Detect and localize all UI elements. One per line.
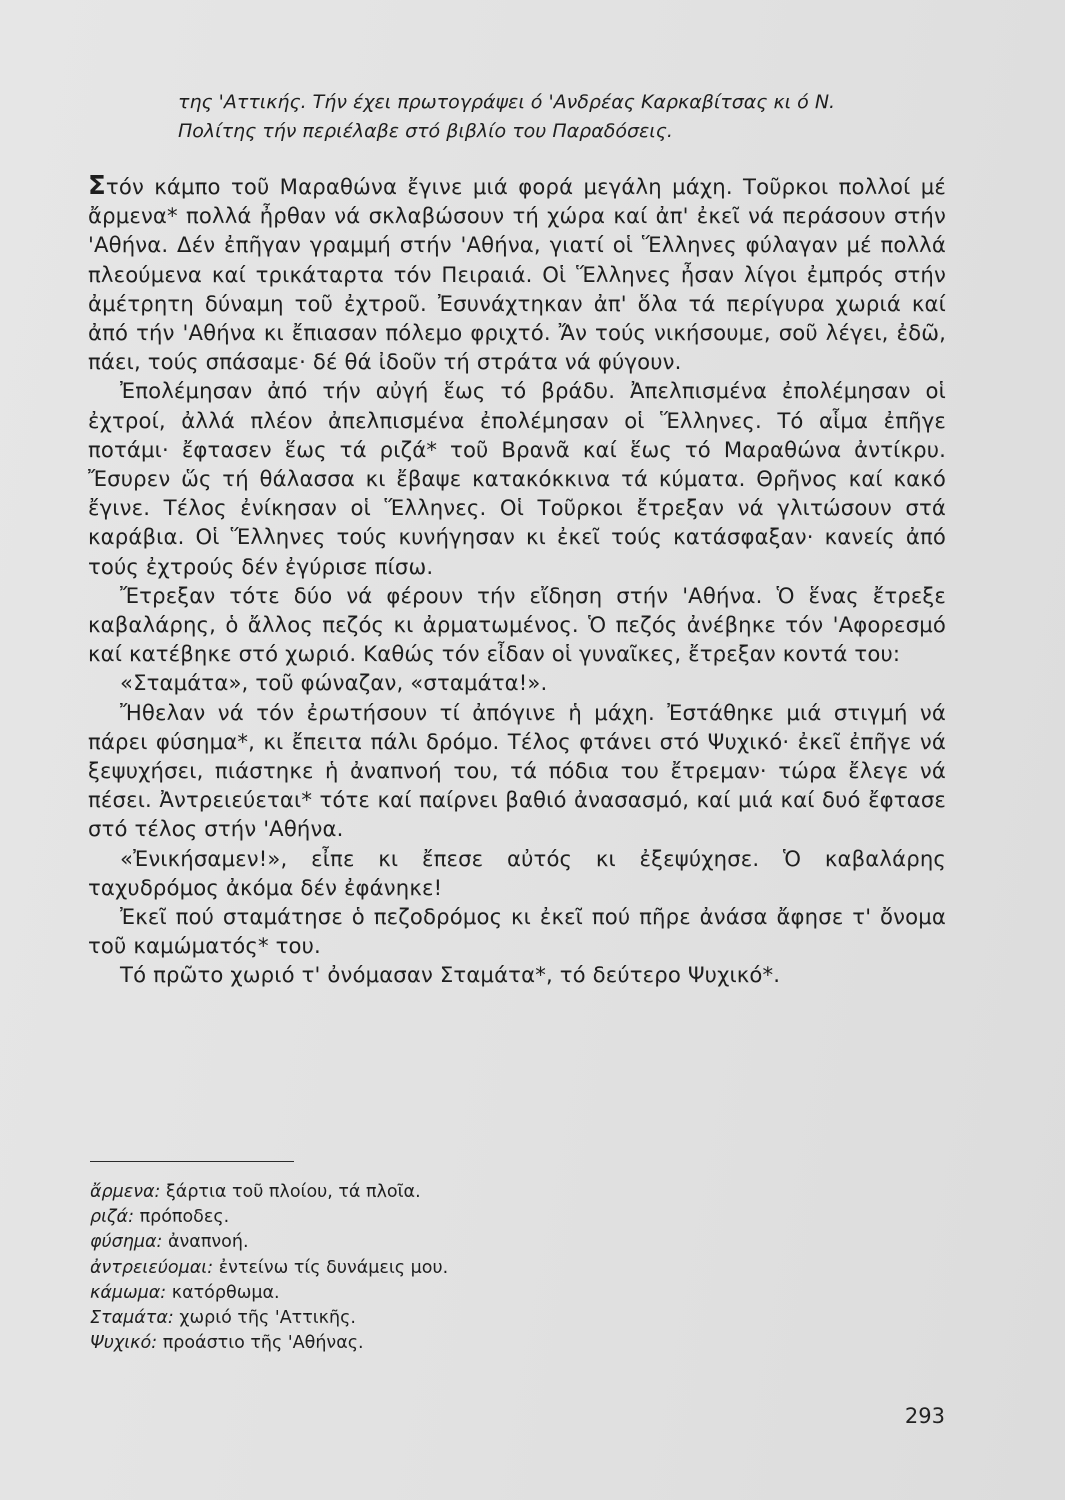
intro-note [178, 88, 938, 146]
glossary-entry [90, 1331, 790, 1356]
page-number: 293 [904, 1404, 945, 1428]
glossary-entry [90, 1180, 790, 1205]
intro-line-1: της 'Αττικής. Τήν έχει πρωτογράψει ό 'Ανδρέας Καρκαβίτσας κι ό Ν. [178, 91, 836, 113]
glossary-entry [90, 1205, 790, 1230]
story-paragraph-1 [88, 172, 946, 376]
glossary-entry [90, 1281, 790, 1306]
glossary-term: ἄρμενα: [90, 1182, 161, 1202]
story-paragraph-8: Τό πρῶτο χωριό τ' ὀνόμασαν Σταμάτα*, τό δεύτερο Ψυχικό*. [120, 962, 781, 988]
glossary-definition: προάστιο τῆς 'Αθήνας. [162, 1333, 364, 1354]
glossary-entry [90, 1256, 790, 1281]
story-paragraph-1-text: τόν κάμπο τοῦ Μαραθώνα ἔγινε μιά φορά μεγάλη μάχη. Τοῦρκοι πολλοί μέ ἄρμενα* πολλά ἦρθαν νά σκλαβώσουν τή χώρα καί ἀπ' ἐκεῖ νά περάσουν στήν 'Αθήνα. Δέν ἐπῆγαν γραμμή στήν 'Αθήνα, γιατί οἱ Ἕλληνες φύλαγαν μέ πολλά πλεούμενα καί τρικάταρτα τόν Πειραιά. Οἱ Ἕλληνες ἦσαν λίγοι ἐμπρός στήν ἀμέτρητη δύναμη τοῦ ἐχτροῦ. Ἐσυνάχτηκαν ἀπ' ὅλα τά περίγυρα χωριά καί ἀπό τήν 'Αθήνα κι ἔπιασαν πόλεμο φριχτό. Ἄν τούς νικήσουμε, σοῦ λέγει, ἐδῶ, πάει, τούς σπάσαμε· δέ θά ἰδοῦν τή στράτα νά φύγουν. [88, 174, 946, 375]
glossary-term: φύσημα: [90, 1232, 163, 1253]
drop-cap: Σ [88, 171, 106, 201]
glossary-term: κάμωμα: [90, 1282, 167, 1303]
glossary [90, 1180, 790, 1356]
story-text [88, 172, 946, 990]
glossary-definition: ξάρτια τοῦ πλοίου, τά πλοῖα. [166, 1182, 421, 1202]
glossary-term: ριζά: [90, 1207, 134, 1228]
glossary-definition: πρόποδες. [139, 1207, 230, 1228]
glossary-definition: ἐντείνω τίς δυνάμεις μου. [218, 1257, 449, 1278]
story-paragraph-6: «Ἐνικήσαμεν!», εἶπε κι ἔπεσε αὐτός κι ἐξεψύχησε. Ὁ καβαλάρης ταχυδρόμος ἀκόμα δέν ἐφάνηκε! [88, 845, 946, 900]
story-paragraph-5: Ἤθελαν νά τόν ἐρωτήσουν τί ἀπόγινε ἡ μάχη. Ἐστάθηκε μιά στιγμή νά πάρει φύσημα*, κι ἔπειτα πάλι δρόμο. Τέλος φτάνει στό Ψυχικό· ἐκεῖ ἐπῆγε νά ξεψυχήσει, πιάστηκε ἡ ἀναπνοή του, τά πόδια του ἔτρεμαν· τώρα ἔλεγε νά πέσει. Ἀντρειεύεται* τότε καί παίρνει βαθιό ἀνασασμό, καί μιά καί δυό ἔφτασε στό τέλος στήν 'Αθήνα. [88, 699, 946, 842]
story-paragraph-4: «Σταμάτα», τοῦ φώναζαν, «σταμάτα!». [120, 670, 548, 696]
glossary-definition: χωριό τῆς 'Αττικῆς. [179, 1308, 356, 1329]
intro-line-2: Πολίτης τήν περιέλαβε στό βιβλίο του Παραδόσεις. [178, 120, 673, 142]
glossary-entry [90, 1230, 790, 1255]
glossary-definition: κατόρθωμα. [171, 1282, 280, 1303]
glossary-term: Ψυχικό: [90, 1333, 158, 1354]
story-paragraph-7: Ἐκεῖ πού σταμάτησε ὁ πεζοδρόμος κι ἐκεῖ πού πῆρε ἀνάσα ἄφησε τ' ὄνομα τοῦ καμώματός* του. [88, 904, 946, 959]
story-paragraph-2: Ἐπολέμησαν ἀπό τήν αὐγή ἕως τό βράδυ. Ἀπελπισμένα ἐπολέμησαν οἱ ἐχτροί, ἀλλά πλέον ἀπελπισμένα ἐπολέμησαν οἱ Ἕλληνες. Τό αἷμα ἐπῆγε ποτάμι· ἔφτασεν ἕως τά ριζά* τοῦ Βρανᾶ καί ἕως τό Μαραθώνα ἀντίκρυ. Ἔσυρεν ὥς τή θάλασσα κι ἔβαψε κατακόκκινα τά κύματα. Θρῆνος καί κακό ἔγινε. Τέλος ἐνίκησαν οἱ Ἕλληνες. Οἱ Τοῦρκοι ἔτρεξαν νά γλιτώσουν στά καράβια. Οἱ Ἕλληνες τούς κυνήγησαν κι ἐκεῖ τούς κατάσφαξαν· κανείς ἀπό τούς ἐχτρούς δέν ἐγύρισε πίσω. [88, 378, 946, 579]
glossary-term: ἀντρειεύομαι: [90, 1257, 214, 1278]
glossary-definition: ἀναπνοή. [168, 1232, 249, 1253]
glossary-term: Σταμάτα: [90, 1308, 174, 1329]
footnote-divider [90, 1161, 294, 1162]
glossary-entry [90, 1306, 790, 1331]
story-paragraph-3: Ἔτρεξαν τότε δύο νά φέρουν τήν εἴδηση στήν 'Αθήνα. Ὁ ἕνας ἔτρεξε καβαλάρης, ὁ ἄλλος πεζός κι ἀρματωμένος. Ὁ πεζός ἀνέβηκε τόν 'Αφορεσμό καί κατέβηκε στό χωριό. Καθώς τόν εἶδαν οἱ γυναῖκες, ἔτρεξαν κοντά του: [88, 582, 946, 667]
